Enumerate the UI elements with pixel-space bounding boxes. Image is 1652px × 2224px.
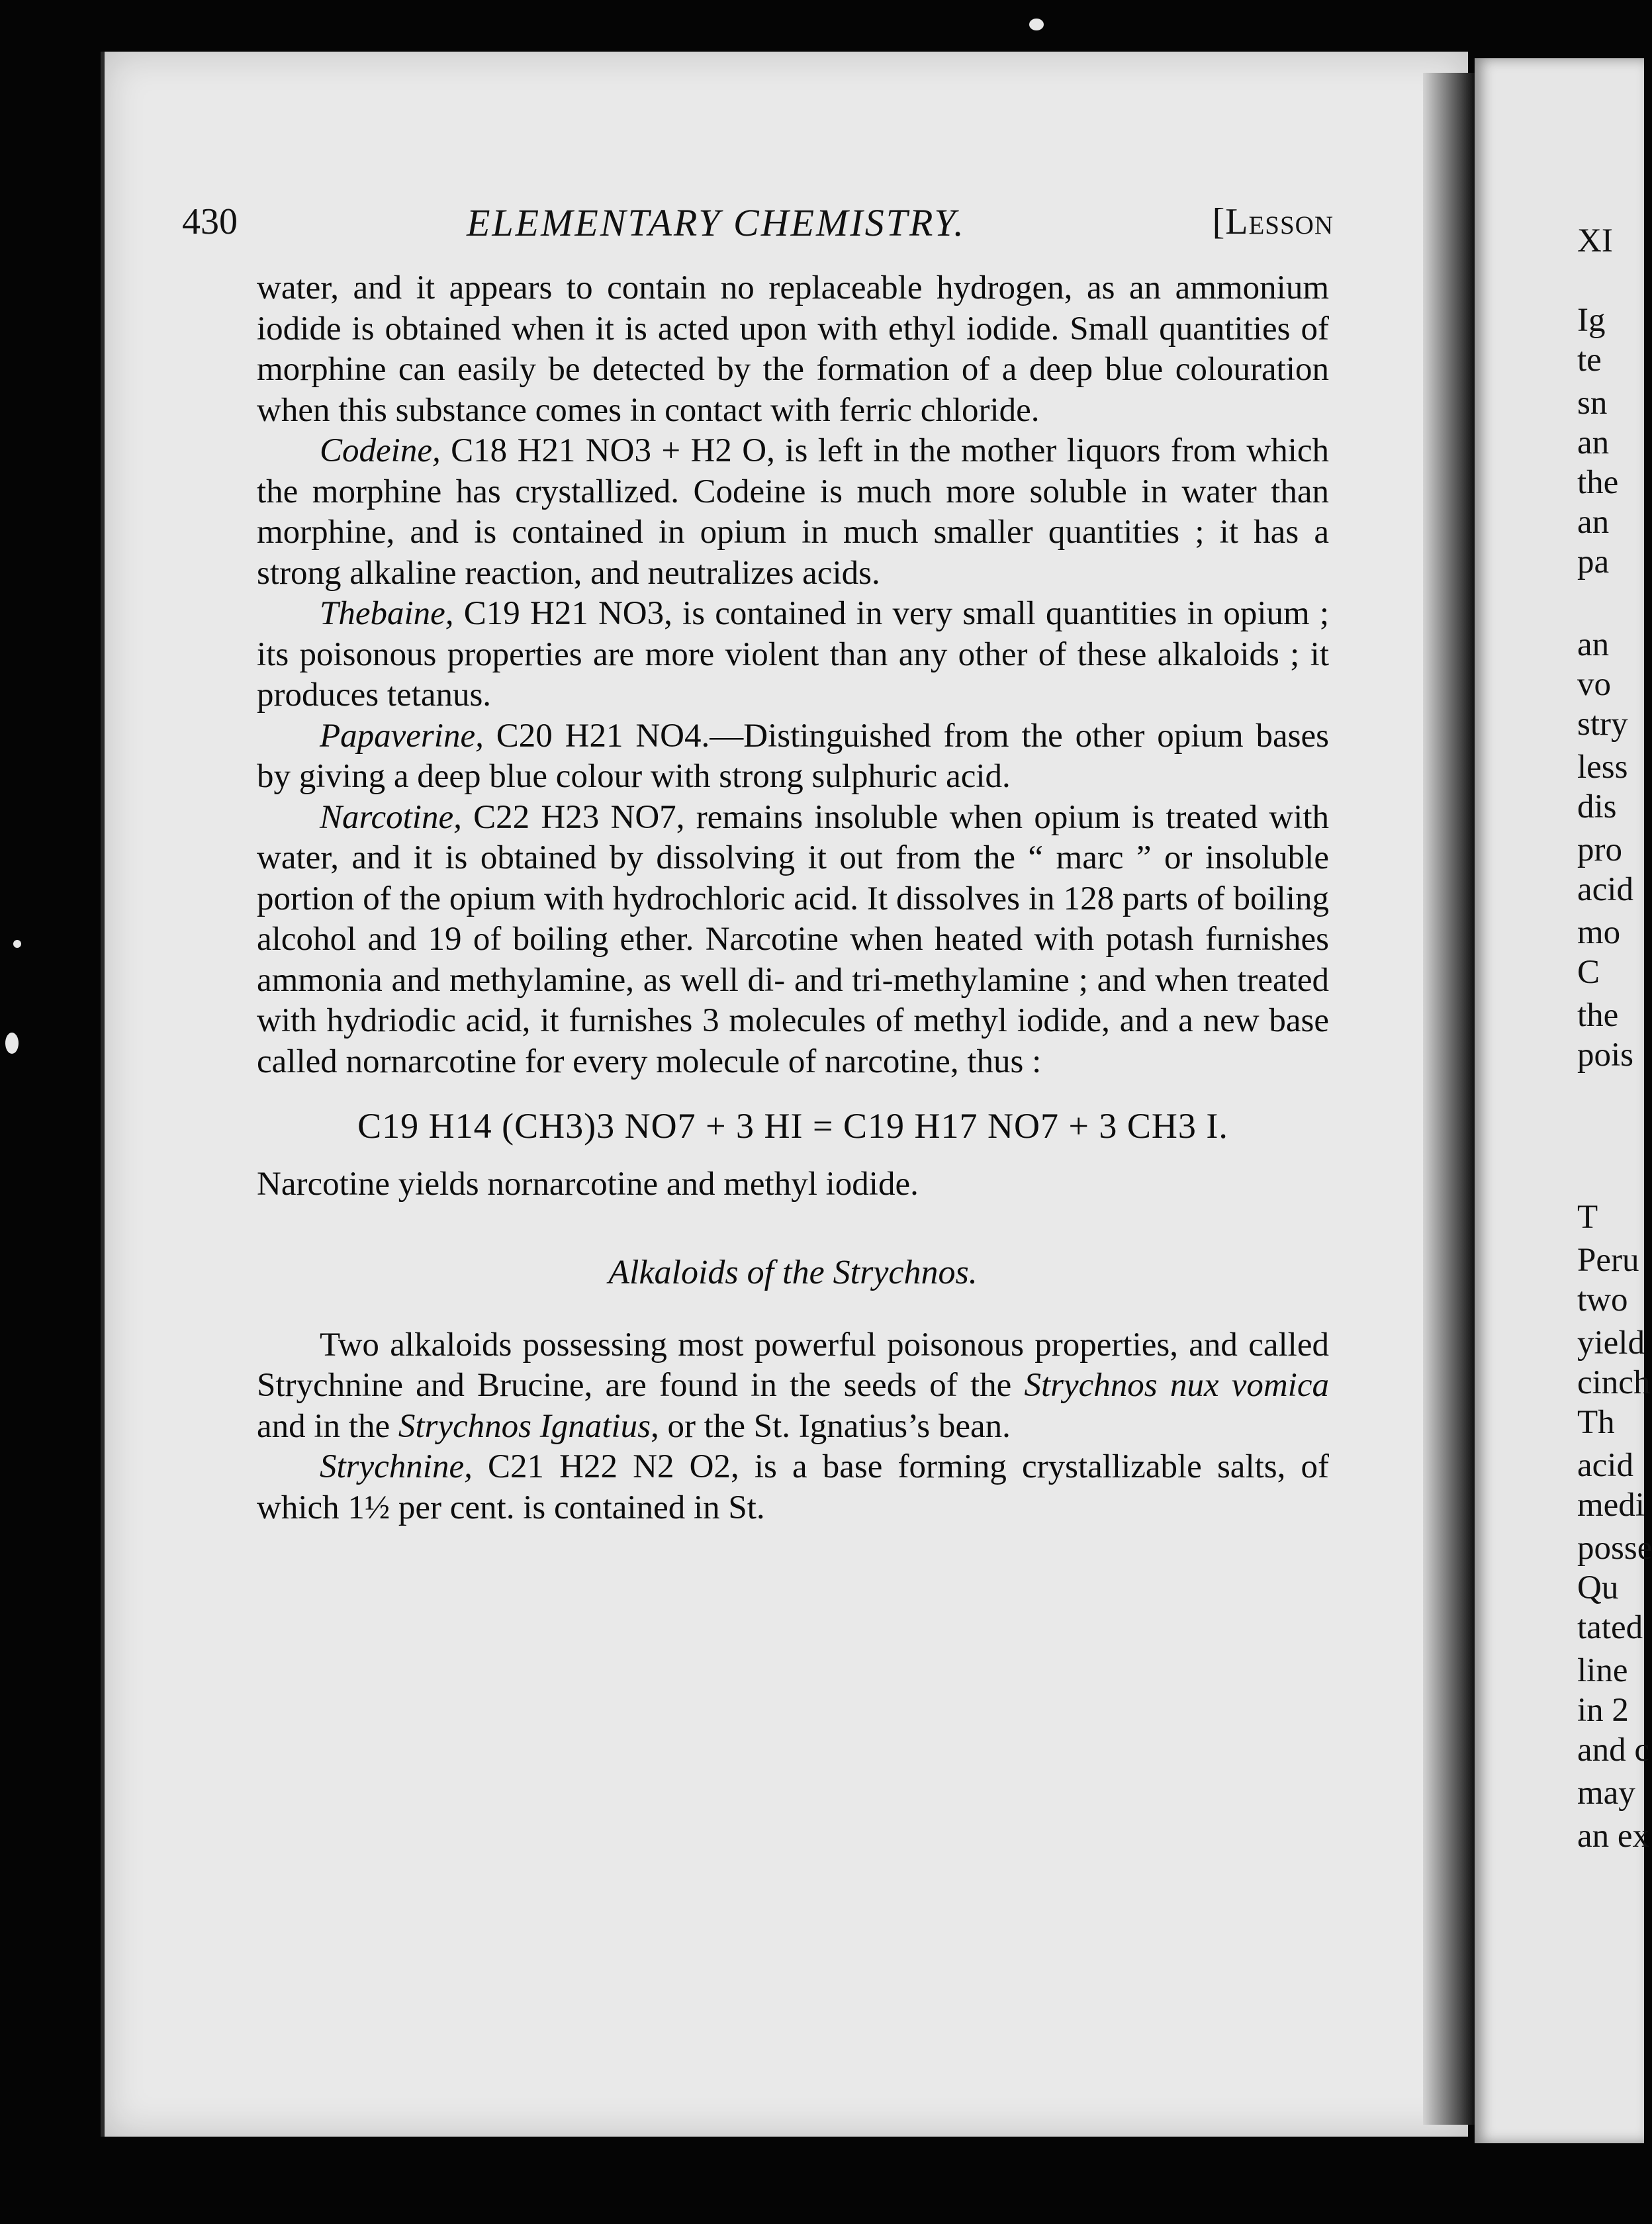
lesson-label: [Lesson	[1212, 201, 1334, 242]
facing-page-line: Qu	[1577, 1569, 1619, 1606]
species-name: Strychnos nux vomica	[1024, 1367, 1329, 1404]
facing-page-line: XI	[1577, 222, 1613, 259]
chemical-formula: C21 H22 N2 O2	[488, 1448, 731, 1485]
chemical-formula: C20 H21 NO4	[496, 717, 702, 755]
paragraph-text: , is left in the mother liquors from which the morphine has crystallized. Codeine is much more soluble in water than morphine, and is contained in opium in much smaller quantities ; it has a strong alkaline reaction, and neutralizes acids.	[257, 432, 1330, 592]
facing-page-line: may	[1577, 1775, 1635, 1812]
scan-dust-speck	[13, 940, 21, 948]
facing-page-line: in 2	[1577, 1692, 1629, 1729]
facing-page-line: posse	[1577, 1530, 1652, 1567]
paragraph-morphine-end: water, and it appears to contain no replaceable hydrogen, as an ammonium iodide is obtained when it is acted upon with ethyl iodide. Small quantities of morphine can easily be detected by the formation of a deep blue colouration when this substance comes in contact with ferric chloride.	[257, 269, 1329, 429]
alkaloid-name: Thebaine,	[320, 595, 454, 632]
facing-page-line: two	[1577, 1281, 1628, 1319]
facing-page-line: and c	[1577, 1732, 1650, 1769]
paragraph-text: Two alkaloids possessing most powerful poisonous properties, and called Strychnine and Brucine, are found in the seeds of the	[257, 1326, 1329, 1404]
facing-page-line: pois	[1577, 1037, 1634, 1074]
chemical-formula: C18 H21 NO3 + H2 O	[451, 432, 767, 469]
paragraph-strychnine	[257, 1447, 1329, 1528]
section-heading: Alkaloids of the Strychnos.	[608, 1254, 978, 1291]
facing-page-line: medi	[1577, 1487, 1645, 1524]
paragraph-text: and in the	[257, 1407, 398, 1445]
paragraph-text: , remains insoluble when opium is treated with water, and it is obtained by dissolving it out from the “ marc ” or insoluble portion of the opium with hydrochloric acid. It dissolves in 128 parts of boiling alcohol and 19 of boiling ether. Narcotine when heated with potash furnishes ammonia and methylamine, as well di- and tri-methylamine ; and when treated with hydriodic acid, it furnishes 3 molecules of methyl iodide, and a new base called nornarcotine for every molecule of narcotine, thus :	[257, 798, 1330, 1080]
facing-page-line: vo	[1577, 666, 1611, 703]
facing-page-line: Peru	[1577, 1242, 1639, 1279]
facing-page-line: te	[1577, 342, 1602, 379]
running-title: ELEMENTARY CHEMISTRY.	[467, 201, 966, 244]
chemical-formula: C19 H21 NO3	[463, 595, 665, 632]
facing-page-line: pa	[1577, 543, 1610, 580]
facing-page-line: tated	[1577, 1609, 1643, 1646]
facing-page-line: an ex	[1577, 1818, 1650, 1855]
facing-page-line: the	[1577, 464, 1619, 501]
alkaloid-name: Strychnine,	[320, 1448, 473, 1485]
facing-page-line: stry	[1577, 706, 1628, 743]
paragraph-papaverine	[257, 716, 1329, 798]
facing-page-line: yield	[1577, 1324, 1645, 1362]
facing-page-line: acid	[1577, 871, 1633, 908]
paragraph-thebaine	[257, 594, 1329, 716]
alkaloid-name: Codeine,	[320, 432, 441, 469]
facing-page-line: an	[1577, 626, 1610, 663]
species-name: Strychnos Ignatius	[398, 1407, 651, 1445]
equation-note: Narcotine yields nornarcotine and methyl iodide.	[257, 1165, 919, 1203]
page-number: 430	[182, 201, 238, 242]
scan-dust-speck	[5, 1033, 19, 1054]
facing-page-line: pro	[1577, 831, 1622, 868]
paragraph-codeine	[257, 431, 1329, 594]
facing-page-line: line	[1577, 1652, 1628, 1689]
page-gutter-shadow	[1423, 73, 1476, 2125]
facing-page-line: C	[1577, 954, 1600, 991]
narcotine-equation: C19 H14 (CH3)3 NO7 + 3 HI = C19 H17 NO7 + 3 CH3 I.	[357, 1106, 1228, 1146]
paragraph-text: .—Distinguished from the other opium bases by giving a deep blue colour with strong sulphuric acid.	[257, 717, 1329, 795]
facing-page-line: the	[1577, 997, 1619, 1034]
facing-page-line: sn	[1577, 385, 1608, 422]
chemical-formula: C22 H23 NO7	[473, 798, 676, 836]
facing-page-line: acid	[1577, 1447, 1633, 1484]
scan-dust-speck	[1029, 19, 1044, 30]
facing-page-line: an	[1577, 504, 1610, 541]
running-header	[182, 195, 1334, 255]
paragraph-text: , or the St. Ignatius’s bean.	[650, 1407, 1011, 1445]
alkaloid-name: Papaverine,	[320, 717, 484, 755]
page-body	[257, 268, 1329, 1528]
facing-page-line: dis	[1577, 788, 1617, 825]
facing-page-line: Ig	[1577, 302, 1606, 339]
facing-page-line: an	[1577, 424, 1610, 461]
paragraph-text: , is contained in very small quantities in opium ; its poisonous properties are more violent than any other of these alkaloids ; it produces tetanus.	[257, 595, 1330, 714]
facing-page-line: T	[1577, 1199, 1598, 1236]
facing-page-line: mo	[1577, 914, 1621, 951]
paragraph-narcotine	[257, 798, 1329, 1083]
facing-page-fragment	[1475, 58, 1652, 2143]
alkaloid-name: Narcotine,	[320, 798, 462, 836]
facing-page-line: Th	[1577, 1404, 1615, 1441]
facing-page-line: less	[1577, 749, 1628, 786]
paragraph-text: , is a base forming crystallizable salts, of which 1½ per cent. is contained in St.	[257, 1448, 1330, 1526]
facing-page-line: cinch	[1577, 1364, 1651, 1401]
paragraph-strychnos-intro	[257, 1325, 1329, 1448]
